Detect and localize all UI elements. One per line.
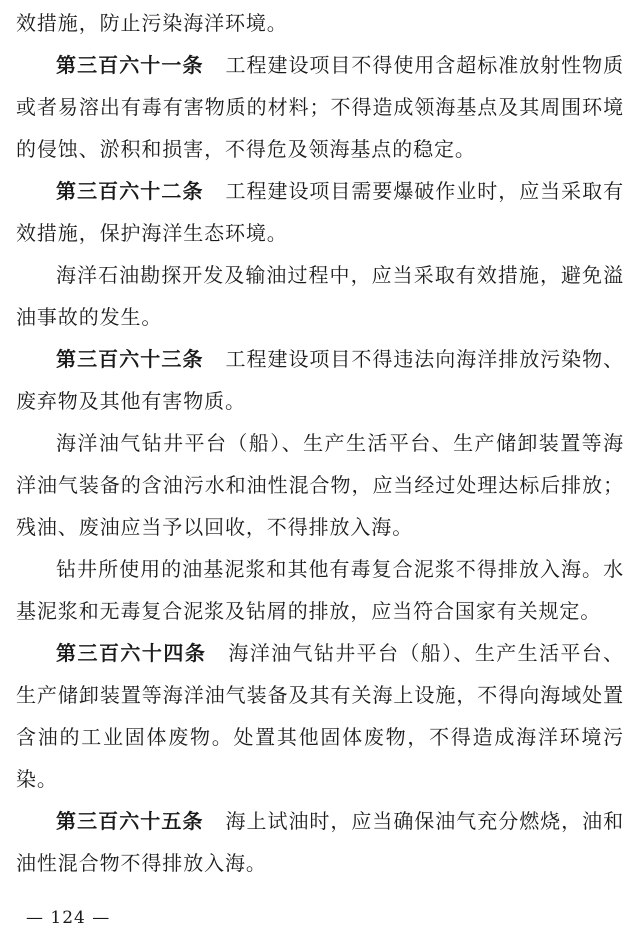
paragraph-continuation [16,2,624,44]
article-number: 第三百六十二条 [56,179,204,203]
article-363 [16,338,624,422]
article-number: 第三百六十四条 [56,641,207,665]
article-text: 工程建设项目需要爆破作业时，应当采取有效措施，保护海洋生态环境。 [16,179,624,245]
article-number: 第三百六十一条 [56,53,204,77]
article-text: 海上试油时，应当确保油气充分燃烧，油和油性混合物不得排放入海。 [16,809,624,875]
article-365 [16,800,624,884]
article-364 [16,632,624,800]
paragraph-text: 效措施，防止污染海洋环境。 [16,11,288,35]
document-page [16,2,624,884]
article-text: 海洋油气钻井平台（船）、生产生活平台、生产储卸装置等海洋油气装备及其有关海上设施，不得向海域处置含油的工业固体废物。处置其他固体废物，不得造成海洋环境污染。 [16,641,625,791]
article-number: 第三百六十三条 [56,347,204,371]
page-number: — 124 — [26,908,111,928]
paragraph-oily-wastewater [16,422,624,548]
article-text: 工程建设项目不得违法向海洋排放污染物、废弃物及其他有害物质。 [16,347,624,413]
article-362 [16,170,624,254]
paragraph-text: 钻井所使用的油基泥浆和其他有毒复合泥浆不得排放入海。水基泥浆和无毒复合泥浆及钻屑的排放，应当符合国家有关规定。 [16,557,624,623]
paragraph-oil-exploration [16,254,624,338]
article-number: 第三百六十五条 [56,809,204,833]
paragraph-text: 海洋石油勘探开发及输油过程中，应当采取有效措施，避免溢油事故的发生。 [16,263,624,329]
article-text: 工程建设项目不得使用含超标准放射性物质或者易溶出有毒有害物质的材料；不得造成领海基点及其周围环境的侵蚀、淤积和损害，不得危及领海基点的稳定。 [16,53,624,161]
article-361 [16,44,624,170]
paragraph-drilling-mud [16,548,624,632]
paragraph-text: 海洋油气钻井平台（船）、生产生活平台、生产储卸装置等海洋油气装备的含油污水和油性混合物，应当经过处理达标后排放；残油、废油应当予以回收，不得排放入海。 [16,431,624,539]
